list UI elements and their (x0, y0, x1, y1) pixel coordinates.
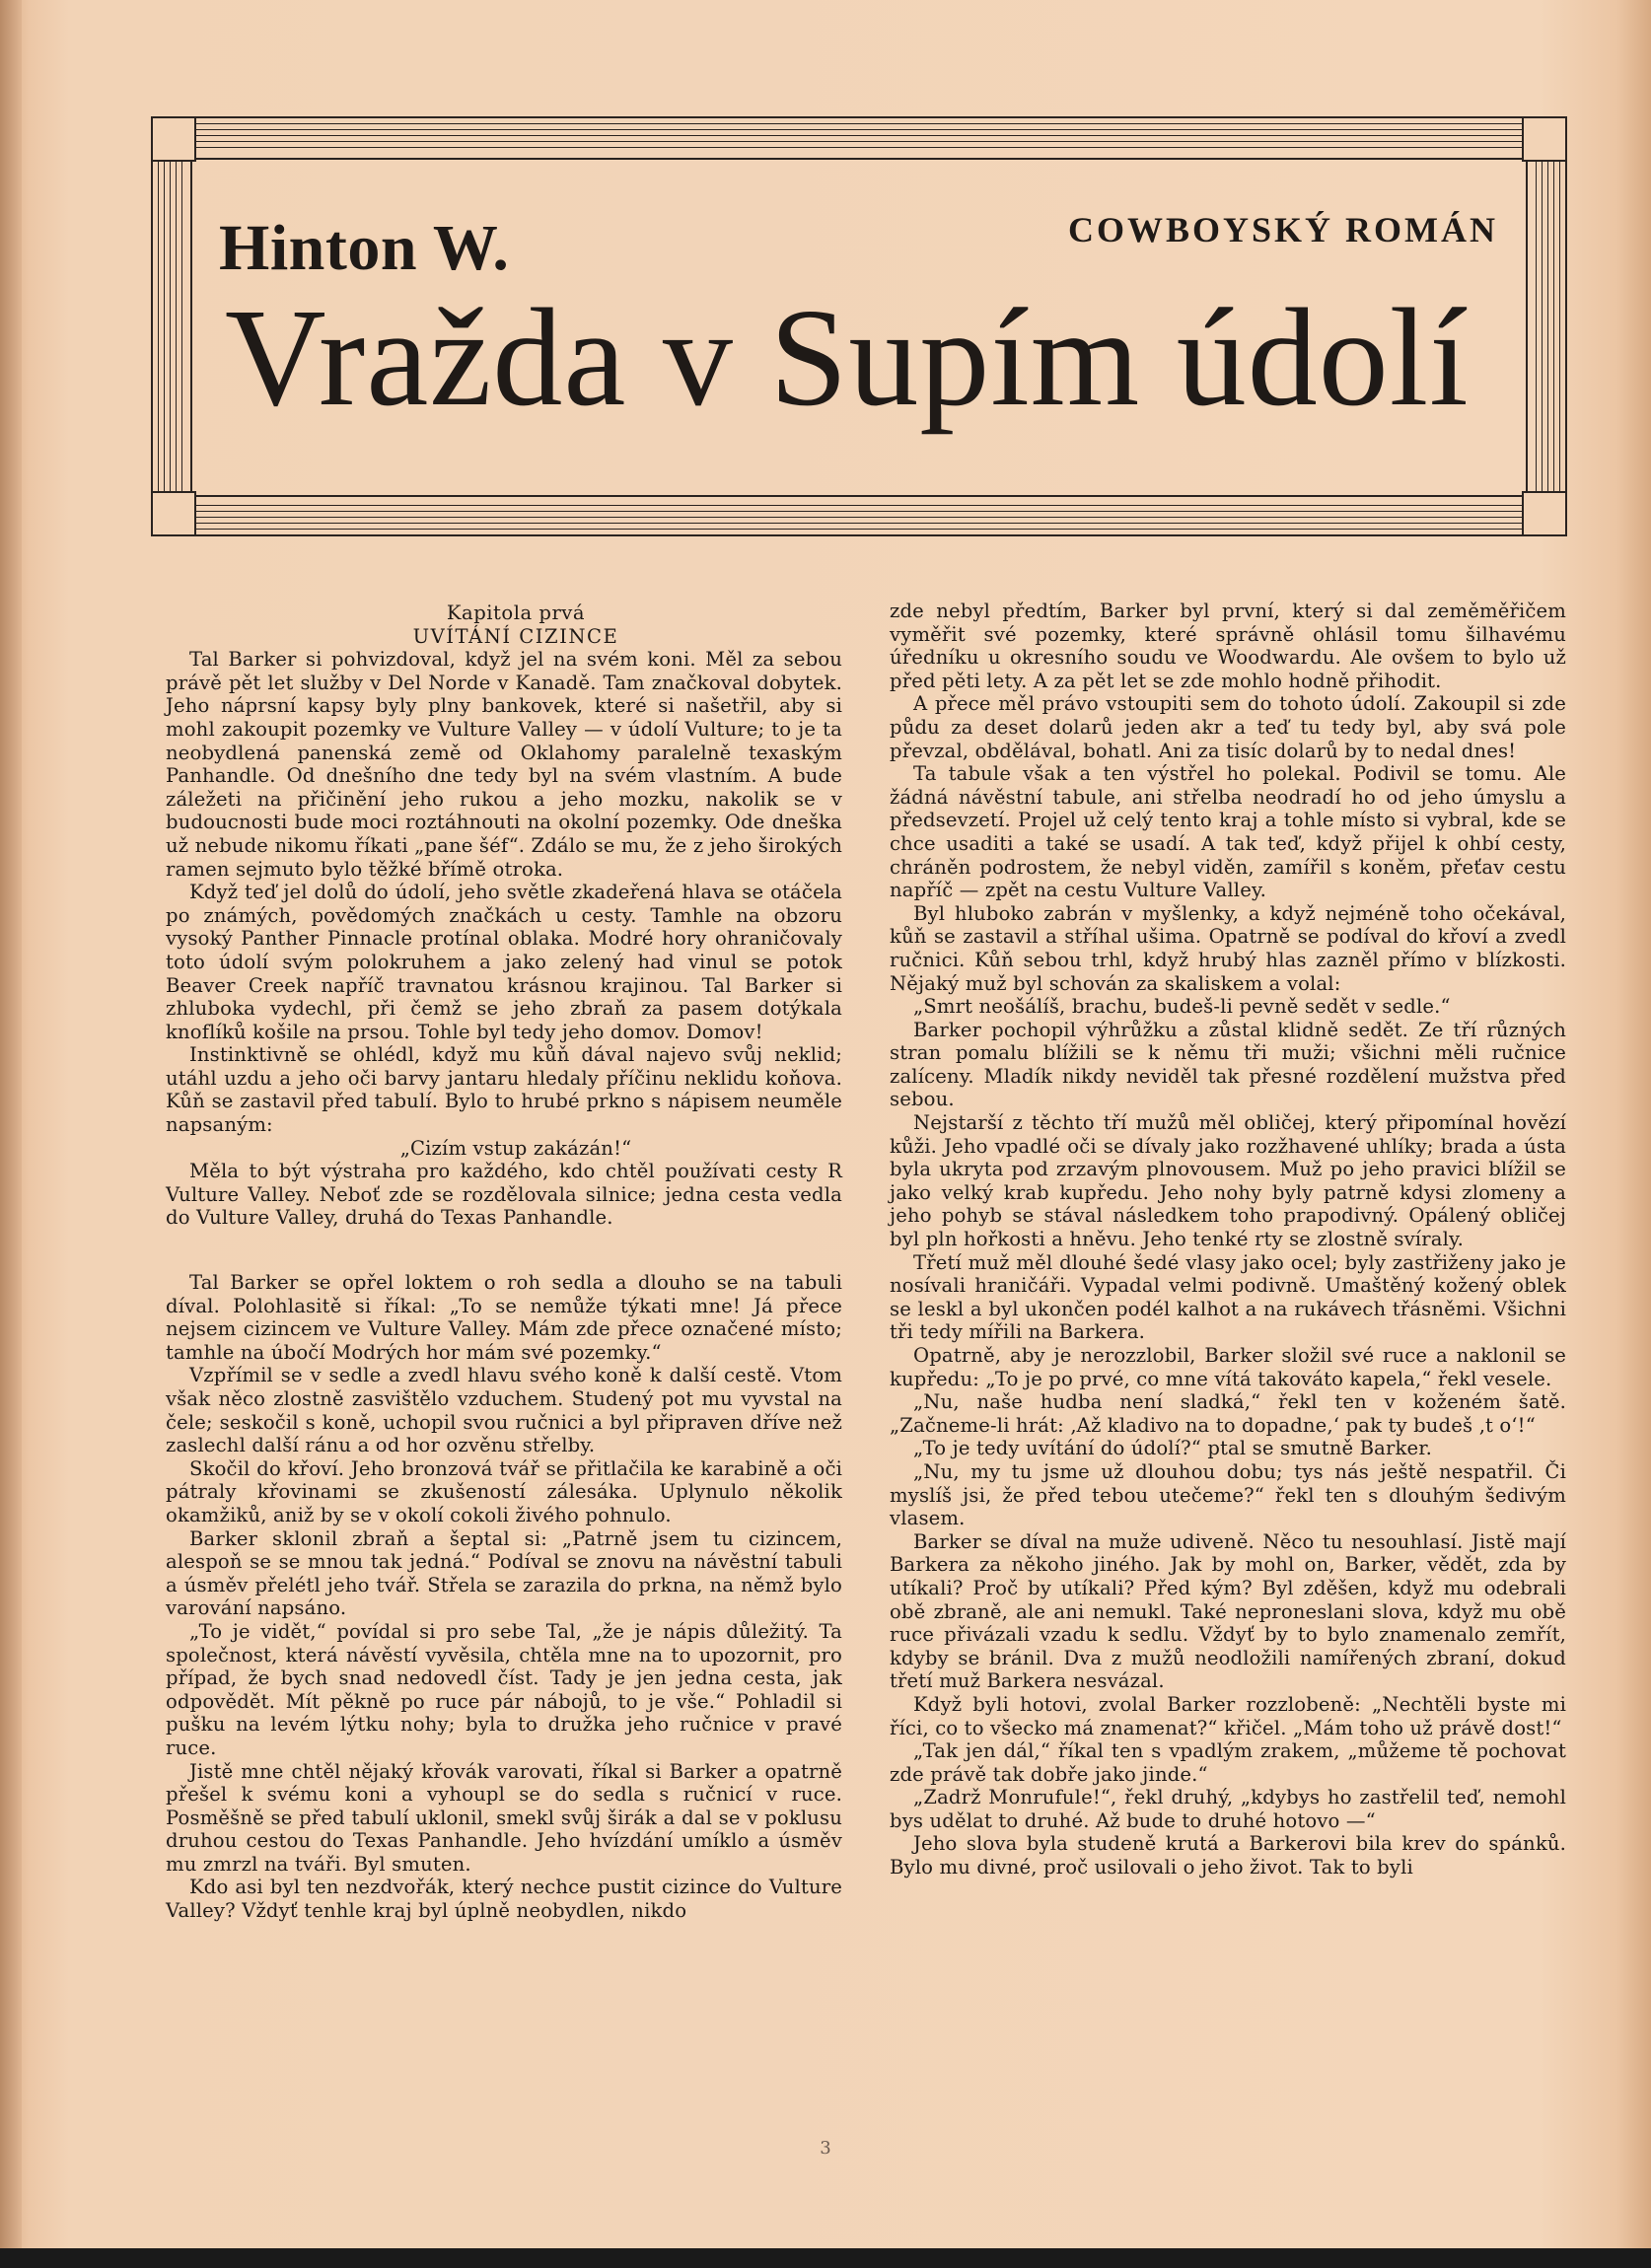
paragraph: „Nu, naše hudba není sladká,“ řekl ten v koženém šatě. „Začneme-li hrát: ‚Až kladivo na to dopadne,‘ pak ty budeš ‚t o‘!“ (890, 1390, 1566, 1437)
genre-label: COWBOYSKÝ ROMÁN (1067, 210, 1498, 249)
paragraph: Instinktivně se ohlédl, když mu kůň dával najevo svůj neklid; utáhl uzdu a jeho oči barvy jantaru hledaly příčinu neklidu koňova. Kůň se zastavil před tabulí. Bylo to hrubé prkno s nápisem neumělе napsaným: (166, 1043, 842, 1137)
paragraph: Byl hluboko zabrán v myšlenky, a když nejméně toho očekával, kůň se zastavil a stříhal ušima. Opatrně se podíval do křoví a zvedl ručnici. Kůň sebou trhl, když hrubý hlas zazněl přímo v blízkosti. Nějaký muž byl schován za skaliskem a volal: (890, 901, 1566, 995)
paragraph: Barker sklonil zbraň a šeptal si: „Patrně jsem tu cizincem, alespoň se se mnou tak jedná.“ Podíval se znovu na návěstní tabuli a úsměv přelétl jeho tvář. Střela se zarazila do prkna, na němž bylo varování napsáno. (166, 1526, 842, 1620)
page-number: 3 (820, 2138, 831, 2159)
paragraph: Když teď jel dolů do údolí, jeho světle zkadeřená hlava se otáčela po známých, povědomých značkách u cesty. Tamhle na obzoru vysoký Panther Pinnacle protínal oblaka. Modré hory ohraničovaly toto údolí svým polokruhem a jako zelený had vinul se potok Beaver Creek napříč travnatou krásnou krajinou. Tal Barker si zhluboka vydechl, při čemž se jeho zbraň za pasem dotýkala knoflíků košile na prsou. Tohle byl tedy jeho domov. Domov! (166, 881, 842, 1043)
chapter-title: UVÍTÁNÍ CIZINCE (412, 624, 619, 648)
page-binding-edge (0, 0, 22, 2268)
author-name: Hinton W. (219, 212, 510, 284)
paragraph: „Zadrž Monrufule!“, řekl druhý, „kdybys ho zastřelil teď, nemohl bys udělat to druhé. Až bude to druhé hotovo —“ (890, 1786, 1566, 1832)
paragraph: A přece měl právo vstoupiti sem do tohoto údolí. Zakoupil si zde půdu za deset dolarů jeden akr a teď tu tedy byl, aby svá pole převzal, obdělával, bohatl. Ani za tisíc dolarů by to nedal dnes! (890, 692, 1566, 762)
sign-text: „Cizím vstup zakázán!“ (399, 1136, 632, 1160)
scan-bottom-edge (0, 2248, 1651, 2268)
paragraph: Měla to být výstraha pro každého, kdo chtěl používati cesty R Vulture Valley. Neboť zde se rozdělovala silnice; jedna cesta vedla do Vulture Valley, druhá do Texas Panhandle. (166, 1160, 842, 1230)
paragraph: „Smrt neošálíš, brachu, budeš-li pevně sedět v sedle.“ (913, 995, 1451, 1019)
story-title: Vražda v Supím údolí (225, 279, 1470, 435)
paragraph: „Nu, my tu jsme už dlouhou dobu; tys nás ještě nespatřil. Či myslíš jsi, že před tebou utečeme?“ řekl ten s dlouhým šedivým vlasem. (890, 1459, 1566, 1530)
paragraph: Nejstarší z těchto tří mužů měl obličej, který připomínal hovězí kůži. Jeho vpadlé oči se dívaly jako rozžhavené uhlíky; brada a ústa byla ukryta pod zrzavým plnovousem. Muž po jeho pravici blížil se jako velký krab kupředu. Jeho nohy byly patrně kdysi zlomeny a jeho pohyb se stával následkem toho prapodivný. Opálený obličej byl pln hořkosti a hněvu. Jeho tenké rty se zlostně svíraly. (890, 1111, 1566, 1251)
paragraph: Když byli hotovi, zvolal Barker rozzlobeně: „Nechtěli byste mi říci, co to všecko má znamenat?“ křičel. „Mám toho už právě dost!“ (890, 1692, 1566, 1739)
paragraph: „Tak jen dál,“ říkal ten s vpadlým zrakem, „můžeme tě pochovat zde právě tak dobře jako jinde.“ (890, 1739, 1566, 1786)
paragraph: Tal Barker si pohvizdoval, když jel na svém koni. Měl za sebou právě pět let služby v Del Norde v Kanadě. Tam značkoval dobytek. Jeho náprsní kapsy byly plny bankovek, které si našetřil, aby si mohl zakoupit pozemky ve Vulture Valley — v údolí Vulture; to je ta neobydlená panenská země od Oklahomy paralelně texaským Panhandle. Od dnešního dne tedy byl na svém vlastním. A bude záležeti na přičinění jeho rukou a jeho mozku, nakolik se v budoucnosti bude moci roztáhnouti na okolní pozemky. Ode dneška už nebude nikomu říkati „pane šéf“. Zdálo se mu, že z jeho širokých ramen sejmuto bylo těžké břímě otroka. (166, 648, 842, 881)
paragraph: Kdo asi byl ten nezdvořák, který nechce pustit cizince do Vulture Valley? Vždyť tenhle kraj byl úplně neobydlen, nikdo (166, 1876, 842, 1923)
right-column (890, 600, 1566, 1879)
left-column (166, 602, 842, 1923)
paragraph: Opatrně, aby je nerozzlobil, Barker složil své ruce a naklonil se kupředu: „To je po prvé, co mne vítá takováto kapela,“ řekl vesele. (890, 1344, 1566, 1390)
section-gap (166, 1230, 842, 1271)
paragraph: Jeho slova byla studeně krutá a Barkerovi bila krev do spánků. Bylo mu divné, proč usilovali o jeho život. Tak to byli (890, 1832, 1566, 1879)
paragraph: Tal Barker se opřel loktem o roh sedla a dlouho se na tabuli díval. Polohlasitě si říkal: „To se nemůže týkati mne! Já přece nejsem cizincem ve Vulture Valley. Mám zde přece označené místo; tamhle na úbočí Modrých hor mám své pozemky.“ (166, 1271, 842, 1364)
chapter-label: Kapitola prvá (446, 602, 586, 624)
paragraph: Barker se díval na muže udiveně. Něco tu nesouhlasí. Jistě mají Barkera za někoho jiného. Jak by mohl on, Barker, vědět, zda by utíkali? Proč by utíkali? Před kým? Byl zděšen, když mu odebrali obě zbraně, ale ani nemukl. Také neproneslani slova, když mu obě ruce přivázali vzadu k sedlu. Vždyť by to bylo znamenalo zemřít, kdyby se bránil. Dva z mužů neodložili namířených zbraní, dokud třetí muž Barkera nesvázal. (890, 1529, 1566, 1693)
paragraph: Barker pochopil výhrůžku a zůstal klidně sedět. Ze tří různých stran pomalu blížili se k němu tři muži; všichni měli ručnice zalíceny. Mladík nikdy neviděl tak přesné rozdělení mužstva před sebou. (890, 1018, 1566, 1111)
paragraph: Třetí muž měl dlouhé šedé vlasy jako ocel; byly zastřiženy jako je nosívali hraničáři. Vypadal velmi podivně. Umaštěný kožený oblek se leskl a byl ukončen podél kalhot a na rukávech třásněmi. Všichni tři tedy mířili na Barkera. (890, 1250, 1566, 1344)
paragraph: Ta tabule však a ten výstřel ho polekal. Podivil se tomu. Ale žádná návěstní tabule, ani střelba neodradí ho od jeho úmyslu a předsevzetí. Projel už celý tento kraj a tohle místo si vybral, kde se chce usaditi a také se usadí. A tak teď, když přijel k ohbí cesty, chráněn podrostem, že nebyl viděn, zamířil s koněm, přeťav cestu napříč — zpět na cestu Vulture Valley. (890, 762, 1566, 902)
paragraph: „To je tedy uvítání do údolí?“ ptal se smutně Barker. (913, 1437, 1433, 1460)
paragraph: zde nebyl předtím, Barker byl první, který si dal zeměměřičem vyměřit své pozemky, které správně ohlásil tomu šilhavému úředníku u okresního soudu ve Woodwardu. Ale ovšem to bylo už před pěti lety. A za pět let se zde mohlo hodně přihodit. (890, 600, 1566, 692)
paragraph: Jistě mne chtěl nějaký křovák varovati, říkal si Barker a opatrně přešel k svému koni a vyhoupl se do sedla s ručnicí v ruce. Posměšně se před tabulí uklonil, smekl svůj širák a dal se v poklusu druhou cestou do Texas Panhandle. Jeho hvízdání umíklo a úsměv mu zmrzl na tváři. Byl smuten. (166, 1759, 842, 1876)
paragraph: Skočil do křoví. Jeho bronzová tvář se přitlačila ke karabině a oči pátraly křovinami se zkušeností zálesáka. Uplynulo několik okamžiků, aniž by se v okolí cokoli živého pohnulo. (166, 1456, 842, 1526)
paragraph: Vzpřímil se v sedle a zvedl hlavu svého koně k další cestě. Vtom však něco zlostně zasvištělo vzduchem. Studený pot mu vyvstal na čele; seskočil s koně, uchopil svou ručnici a byl připraven dříve než zaslechl další ránu a od hor ozvěnu střelby. (166, 1364, 842, 1457)
paragraph: „To je vidět,“ povídal si pro sebe Tal, „že je nápis důležitý. Ta společnost, která návěstí vyvěsila, chtěla mne na to upozornit, pro případ, že bych snad nedovedl číst. Tady je jen jedna cesta, jak odpovědět. Mít pěkně po ruce pár nábojů, to je vše.“ Pohladil si pušku na levém lýtku nohy; byla to družka jeho ručnice v pravé ruce. (166, 1619, 842, 1759)
